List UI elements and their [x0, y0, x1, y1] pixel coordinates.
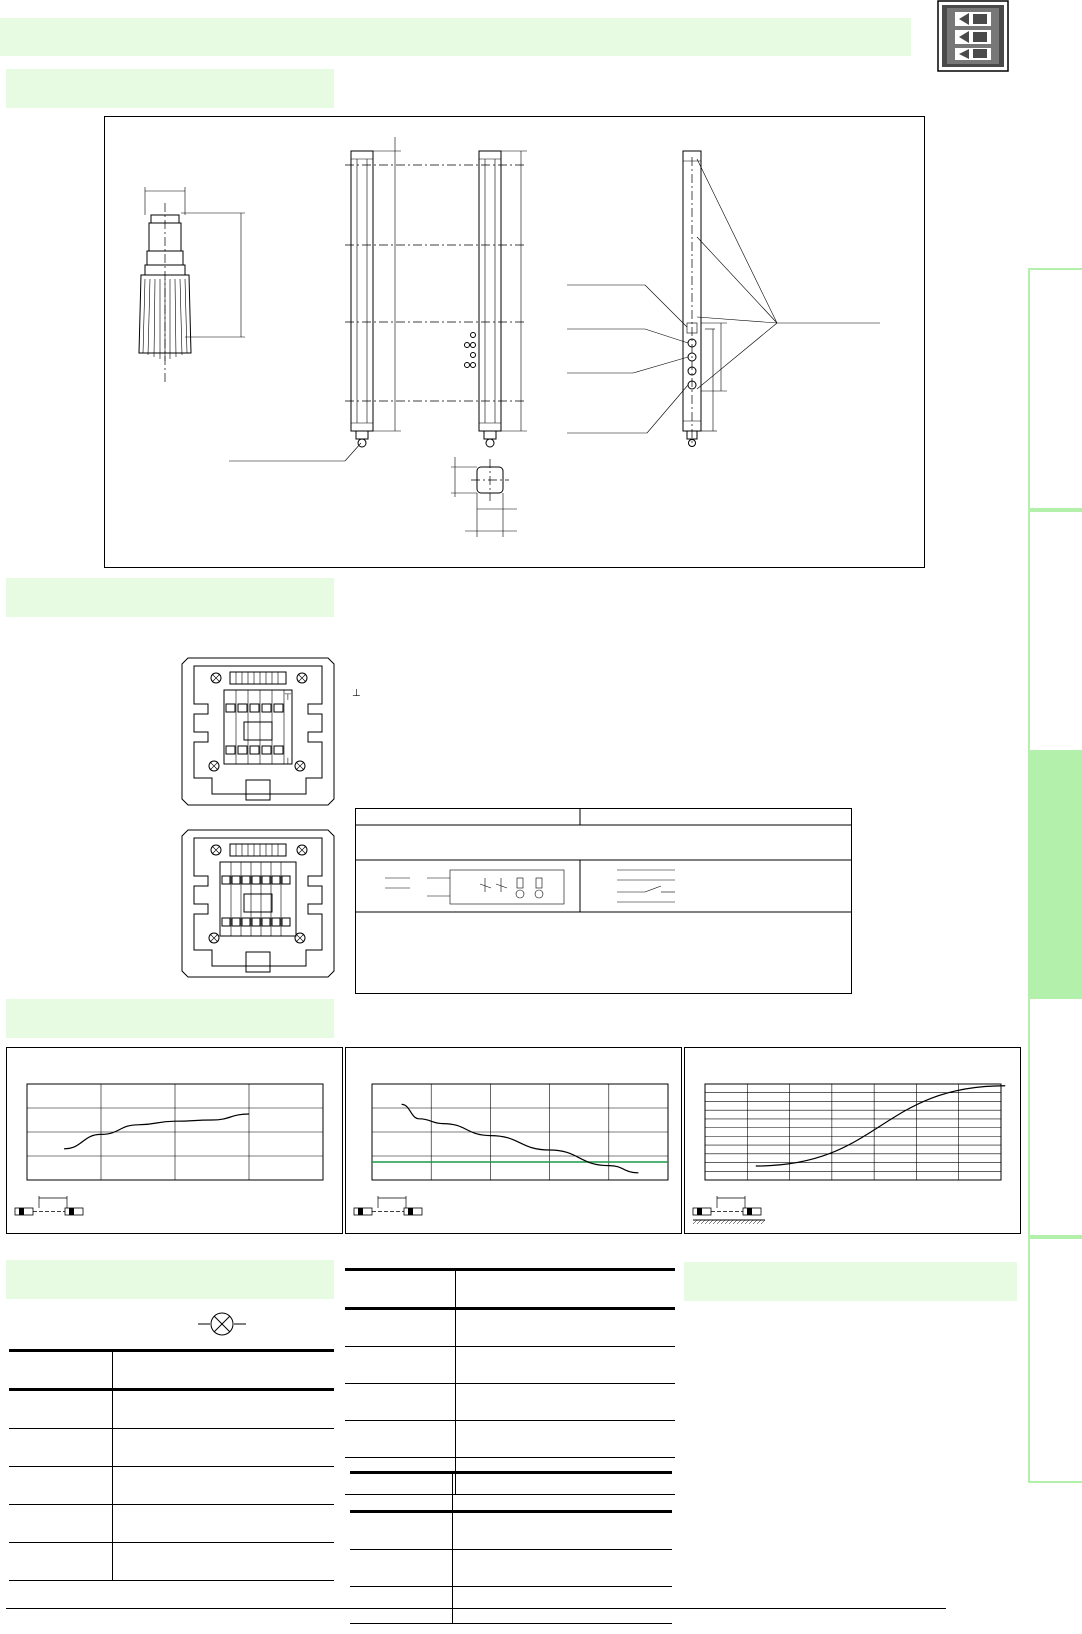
transistor-output-circuit [385, 870, 564, 904]
series-line [64, 1114, 249, 1149]
connector-cable-drawing [139, 187, 245, 385]
table-row [345, 1384, 675, 1421]
chart-3 [685, 1048, 1020, 1233]
profile-detail-view [567, 151, 880, 447]
svg-text:⊤: ⊤ [284, 693, 292, 703]
indicator-lamp-icon [198, 1310, 246, 1338]
output-circuit-table [355, 808, 852, 994]
table-header-row [350, 1473, 672, 1512]
section-header-connection [6, 578, 334, 617]
accessory-table [345, 1268, 675, 1495]
chart-panel-1 [6, 1047, 343, 1234]
table-row [350, 1512, 672, 1550]
table-row [350, 1550, 672, 1587]
header-bar [0, 18, 911, 56]
table-row [9, 1505, 334, 1543]
table-row [9, 1429, 334, 1467]
section-header-indicators [6, 1260, 334, 1299]
side-tab-4[interactable] [1028, 997, 1082, 1237]
light-curtain-logo-icon [937, 0, 1009, 72]
side-tab-1[interactable] [1028, 268, 1082, 510]
side-tab-5[interactable] [1028, 1237, 1082, 1483]
table-row [9, 1467, 334, 1505]
dimension-drawing [105, 117, 924, 567]
dimension-drawing-frame [104, 116, 925, 568]
table-row [345, 1309, 675, 1347]
svg-text:⊥: ⊥ [284, 757, 292, 767]
side-tab-3-active[interactable] [1028, 752, 1082, 997]
terminal-block-receiver [180, 654, 336, 809]
table-row [9, 1543, 334, 1581]
accessory-table-2 [350, 1471, 672, 1624]
chart-panel-2 [345, 1047, 682, 1234]
indicator-table [9, 1349, 334, 1581]
side-tab-2[interactable] [1028, 510, 1082, 752]
table-row [350, 1587, 672, 1624]
sensor-arrangement-icon [354, 1196, 422, 1215]
section-header-dimensions [6, 69, 334, 108]
profile-side-view [229, 137, 525, 461]
ground-symbol: ⊥ [352, 688, 361, 699]
section-header-characteristics [6, 999, 334, 1038]
profile-front-view [451, 151, 527, 537]
footer-rule [6, 1608, 946, 1609]
chart-2 [346, 1048, 681, 1233]
table-row [9, 1390, 334, 1429]
plot-area [705, 1084, 1001, 1180]
relay-output-circuit [617, 870, 675, 902]
table-header-row [345, 1270, 675, 1309]
sensor-arrangement-icon [15, 1196, 83, 1215]
table-row [345, 1347, 675, 1384]
table-row [345, 1421, 675, 1458]
chart-panel-3 [684, 1047, 1021, 1234]
terminal-block-transmitter [180, 826, 336, 981]
chart-1 [7, 1048, 342, 1233]
section-header-accessories [684, 1262, 1017, 1301]
sensor-arrangement-icon [693, 1196, 765, 1224]
table-header-row [9, 1351, 334, 1390]
